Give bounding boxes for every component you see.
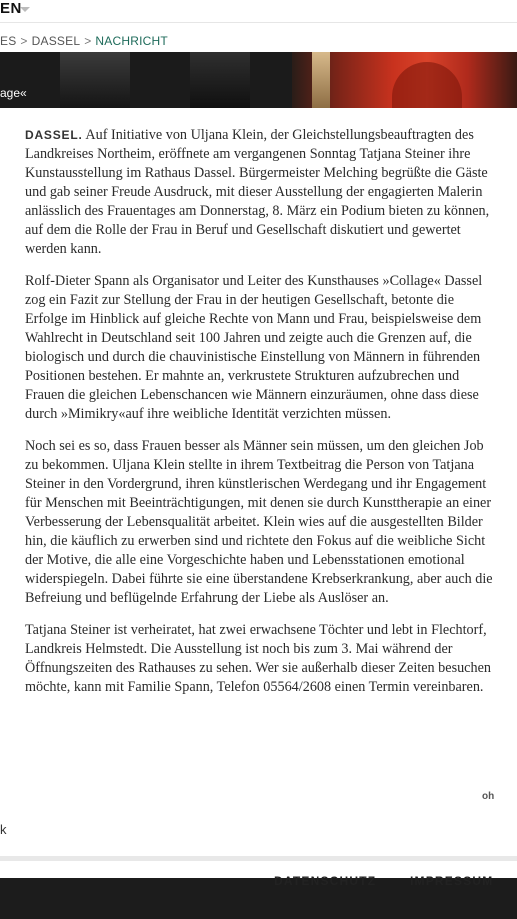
footer-link-impressum[interactable]: IMPRESSUM (410, 874, 494, 888)
breadcrumb-item[interactable]: ES (0, 34, 17, 48)
author-initials: oh (482, 791, 495, 802)
breadcrumb-item-current: NACHRICHT (95, 34, 168, 48)
breadcrumb-separator: > (84, 34, 92, 48)
footer-link-datenschutz[interactable]: DATENSCHUTZ (274, 874, 377, 888)
hero-figure (190, 52, 250, 108)
divider (0, 22, 517, 23)
hero-figure (60, 52, 130, 108)
breadcrumb-separator: > (20, 34, 28, 48)
breadcrumb (0, 34, 168, 48)
article-paragraph: Rolf-Dieter Spann als Organisator und Leiter des Kunsthauses »Collage« Dassel zog ein Fazit zur Stellung der Frau in der heutigen Gesellschaft, betonte die Erfolge im Hinblick auf gleiche Rechte von Mann und Frau, beispielsweise dem Wahlrecht in Deutschland seit 100 Jahren und zeigte auch die Grenzen auf, die biologisch und durch die chauvinistische Einstellung von Männern in führenden Positionen bestehen. Er mahnte an, verkrustete Strukturen aufzubrechen und Frauen die gleichen Lebenschancen wie Männern einzuräumen, ohne dass diese durch »Mimikry«auf ihre weibliche Identität verzichten müssen. (25, 273, 483, 422)
breadcrumb-item-dassel[interactable]: DASSEL (31, 34, 81, 48)
article-paragraph: Noch sei es so, dass Frauen besser als Männer sein müssen, um den gleichen Job zu bekommen. Uljana Klein stellte in ihrem Textbeitrag die Person von Tatjana Steiner in den Vordergrund, ihren künstlerischen Werdegang und ihr Engagement für Menschen mit Beeinträchtigungen, mit denen sie durch Kunsttherapie an einer Verbesserung der Lebensqualität arbeitet. Klein wies auf die ausgestellten Bilder hin, die käuflich zu erwerben sind und richtete den Fokus auf die weibliche Sicht der Motive, die alle eine Vorgeschichte haben und Lebensstationen emotional widerspiegeln. Dabei führte sie eine überstandene Krebserkrankung, aber auch die Befreiung und beflügelnde Erfahrung der Liebe als Auslöser an. (25, 438, 493, 606)
article-paragraph (25, 126, 495, 259)
paragraph-text: Auf Initiative von Uljana Klein, der Gleichstellungsbeauftragten des Landkreises Northeim, eröffnete am vergangenen Sonntag Tatjana Steiner ihre Kunstausstellung im Rathaus Dassel. Bürgermeister Melching begrüßte die Gäste und gab seiner Freude Ausdruck, mit dieser Ausstellung der engagierten Malerin anlässlich des Frauentages am Donnerstag, 8. März ein Podium bieten zu können, auf dem die Rolle der Frau in Beruf und Gesellschaft diskutiert und gewertet werden kann. (25, 127, 490, 257)
dateline: DASSEL. (25, 128, 83, 142)
section-menu-label[interactable]: EN (0, 0, 22, 17)
painting-image (292, 52, 517, 108)
top-bar (0, 0, 517, 20)
article-paragraph: Tatjana Steiner ist verheiratet, hat zwei erwachsene Töchter und lebt in Flechtorf, Landkreis Helmstedt. Die Ausstellung ist noch bis zum 3. Mai während der Öffnungszeiten des Rathauses zu sehen. Wer sie außerhalb dieser Zeiten besuchen möchte, kann mit Familie Spann, Telefon 05564/2608 einen Termin vereinbaren. (25, 622, 491, 695)
chevron-down-icon[interactable] (20, 7, 30, 12)
hero-image (0, 52, 517, 108)
article-body (25, 126, 495, 710)
hero-caption: age« (0, 86, 27, 100)
stray-text: k (0, 822, 7, 837)
